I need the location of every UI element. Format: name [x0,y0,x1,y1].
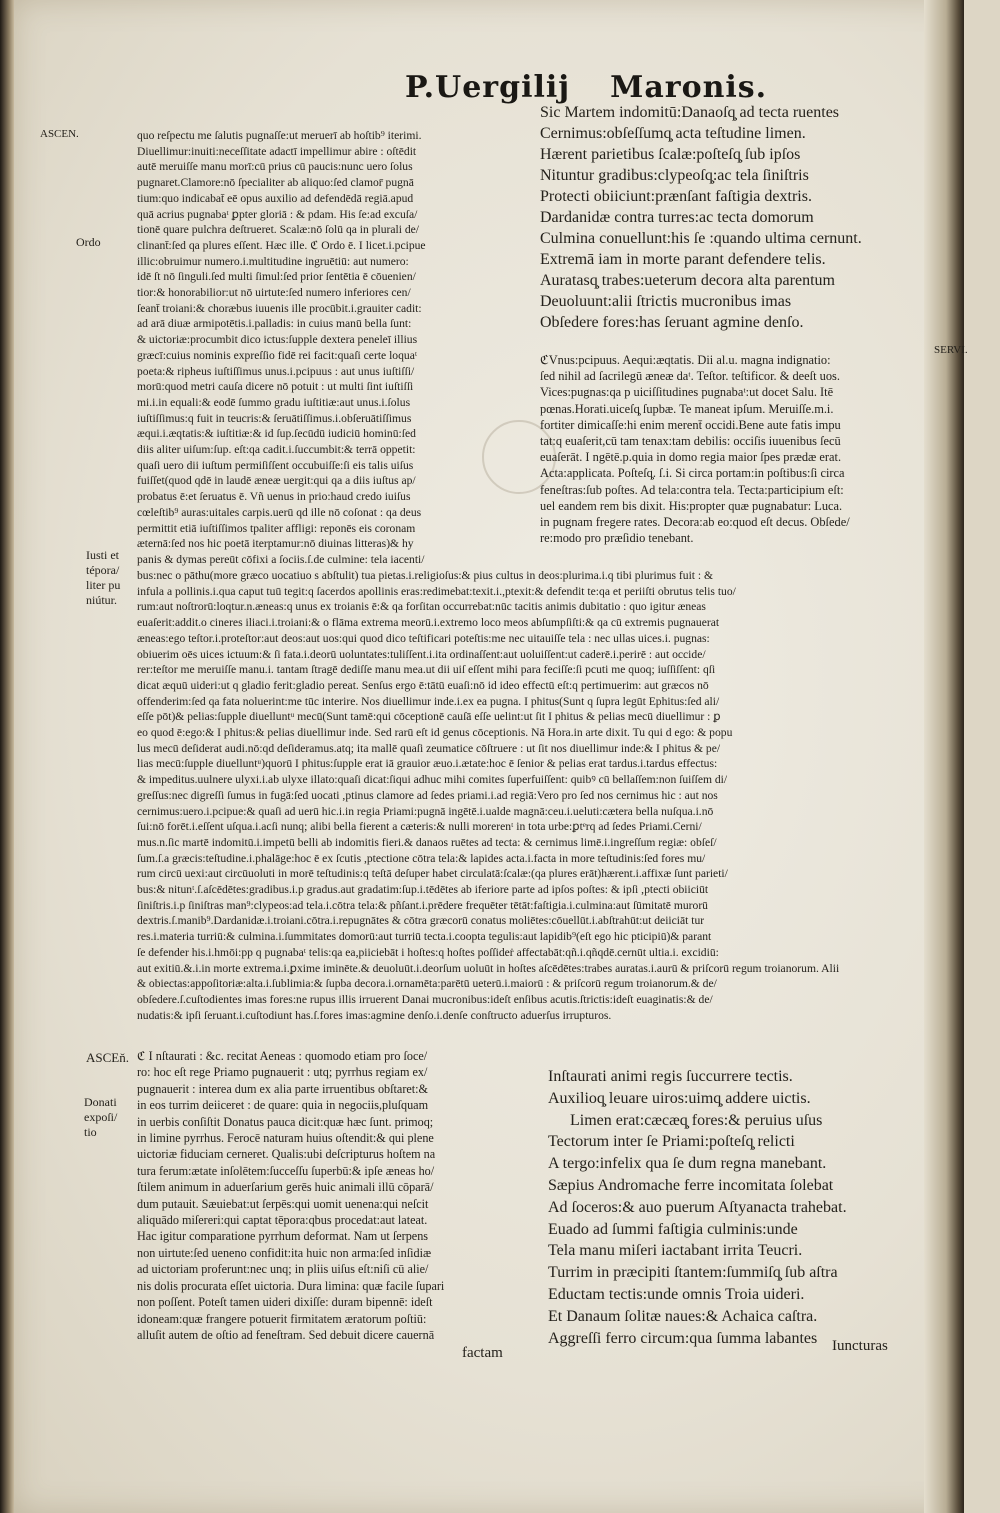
commentary-line: in uerbis conſiſtit Donatus pauca dicit:quæ hæc ſunt. primoq; [137,1114,434,1129]
verse-line: Aggreſſi ferro circum:qua ſumma labantes [548,1329,818,1347]
commentary-line: mi.i.in equali:& eodē ſummo gradu iuſtitiæ:aut unus.i.ſolus [137,395,411,409]
verse-block-top [540,102,920,333]
commentary-line: tura ferum:ætate inſolētem:ſucceſſu ſuperbū:& ipſe æneas ho/ [137,1163,435,1178]
commentary-line: Hac igitur comparatione pyrrhum deformat. Nam ut ſerpens [137,1229,429,1244]
commentary-line: ſed nihil ad ſacrilegū æneæ daᵗ. Teſtor. teſtificor. & deeſt uos. [540,369,840,384]
commentary-line: æqui.i.æqtatis:& iuſtitiæ:& id ſup.ſecūdū iudiciū hominū:ſed [137,427,416,441]
verse-line: Dardanidæ contra turres:ac tecta domorum [540,209,814,226]
donatus-commentary [137,1048,537,1343]
commentary-line: pœnas.Horati.uiceſq̧ ſupbæ. Te maneat ipſum. Meruiſſe.m.i. [540,401,834,416]
commentary-line: pugnauerit : interea dum ex alia parte irruentibus obſtaret:& [137,1081,429,1096]
commentary-line: fuiſſet(quod qdē in laudē æneæ uergit:qui qa a diis iuſtus ap/ [137,474,416,488]
verse-line: Sic Martem indomitū:Danaoſq̧ ad tecta ruentes [540,104,840,121]
commentary-line: feneſtras:ſub poſtes. Ad tela:contra tela. Tecta:participium eſt: [540,482,844,497]
margin-line: expoſi/ [84,1110,118,1124]
commentary-line: ſeant̄ troiani:& choræbus iuuenis ille procūbit.i.grauiter cadit: [137,301,422,315]
page-gutter [924,0,964,1513]
commentary-line: quā acrius pugnabaᵗ ꝑpter gloriā : & pdam. His ſe:ad excuſa/ [137,207,418,221]
commentary-line: tior:& honorabilior:ut nō uirtute:ſed numero inferiores cen/ [137,286,411,300]
margin-line: niútur. [86,593,118,607]
verse-line: Eductam tectis:unde omnis Troia uideri. [548,1285,805,1303]
verse-line: Culmina conuellunt:his ſe :quando ultima cernunt. [540,230,862,247]
commentary-line: rum:aut noſtrorū:loqtur.n.æneas:q unus ex troianis ē:& qa forſitan occurrebat:nūc tacitis animis dubitatio : quo igitur æneas [137,600,706,614]
commentary-line: ad arā diuæ armipotētis.i.palladis: in cuius manū bella ſunt: [137,317,412,331]
verse-line: Cernimus:obſeſſumq̧ acta teſtudine limen. [540,125,806,142]
commentary-line: ſtilem animum in aduerſarium gerēs huic animali illū cōparā/ [137,1180,434,1195]
verse-line: Turrim in præcipiti ſtantem:ſummiſq̧ ſub aſtra [548,1264,838,1282]
commentary-line: in limine pyrrhus. Ferocē naturam huius oſtendit:& qui plene [137,1131,434,1146]
commentary-line: cœleſtib⁹ auras:uitales carpis.uerū qd ille nō coſonat : qa deus [137,505,422,519]
verse-line: Nituntur gradibus:clypeoſq̧:ac tela ſiniſtris [540,167,809,184]
margin-line: liter pu [86,578,121,592]
commentary-line: poeta:& ripheus iuſtiſſimus unus.i.pcipuus : aut unus iuſtiſſi/ [137,364,415,378]
commentary-line: in pugnam fregere rates. Decora:ab eo:quod eſt decus. Obſede/ [540,515,850,530]
commentary-line: ſum.ſ.a græcis:teſtudine.i.phalāge:hoc ē ex ſcutis ,ptectione cōtra tela:& lapides acta.i.facta in more teſtudinis:ſed fores mu/ [137,851,706,865]
commentary-line: quo reſpectu me ſalutis pugnaſſe:ut meruerī ab hoſtib⁹ iterimi. [137,129,422,142]
commentary-line: lias mecū:ſupple diuelluntᵘ)quorū I phitus:ſupple erat iā grauior æuo.i.ætate:hoc ē ſenior & pelias erat tardus.i.tardus effectus: [137,757,718,771]
header-surname: Maronis. [610,70,768,105]
margin-line: tio [84,1125,97,1139]
commentary-line: aliquādo miſereri:qui captat tēpora:qbus procedat:aut lateat. [137,1213,428,1228]
margin-label-ordo: Ordo [76,235,101,249]
margin-line: tépora/ [86,563,120,577]
commentary-line: dextris.ſ.manib⁹.Dardanidæ.i.troiani.cōtra.i.repugnātes & cōtra græcorū conatus moliētes:cōuellūt.i.abſtrahūt:ut deiiciāt tur [137,914,705,928]
verse-line: Auratasq̧ trabes:ueterum decora alta parentum [540,272,835,289]
verse-line: Obſedere fores:has ſeruant agmine denſo. [540,314,804,331]
verse-line: Tela manu miſeri iactabant irrita Teucri. [548,1242,803,1260]
commentary-line: dicat æquū uideri:ut q gladio ferit:gladio pereat. Senſus ergo ē:tātū euaſi:nō id ideo effectū eſt:q pertimuerim: aut græcos nō [137,678,709,692]
commentary-line: eſſe pōt)& pelias:ſupple diuelluntᵘ mecū(Sunt tamē:qui cōceptionē cauſā eſſe uelint:ut ſit I phitus & pelias mecū diuellimur : ꝑ [137,710,721,724]
margin-line: Donati [84,1095,117,1109]
commentary-line: quaſi uero dii iuſtum permiſiſſent occubuiſſe:ſi eis talis uiſus [137,458,414,472]
commentary-line: uictoriæ fiduciam cerneret. Qualis:ubi deſcripturus hoſtem na [137,1147,436,1162]
verse-line: Deuoluunt:alii ſtrictis mucronibus imas [540,293,792,310]
commentary-line: & uictoriæ:procumbit dico ictus:ſupple dextera peneleī illius [137,333,418,347]
commentary-line: Diuellimur:inuiti:neceſſitate adactī impellimur abire : oſtēdit [137,144,417,158]
catchword-left: factam [462,1345,503,1361]
commentary-line: bus:nec o pāthu(more græco uocatiuo s abſtulit) tua pietas.i.religioſus:& pius cultus in deos:plurima.i.q tibi plurimus fuit : & [137,569,714,582]
commentary-line: tionē quare pulchra deſtrueret. Scalæ:nō ſolū qa in plurali de/ [137,223,420,237]
commentary-line: eo quod ē:ego:& I phitus:& pelias diuellimur inde. Sed rarū eſt id genus cōceptionis. Nā Hora.in arte dixit. Tu qui d ego: & popu [137,726,733,740]
verse-line: Et Danaum ſolitæ naues:& Achaica caſtra. [548,1307,818,1325]
verse-line: Inſtaurati animi regis ſuccurrere tectis. [548,1068,793,1085]
commentary-line: fortiter dimicaſſe:hi enim merent̄ occidi.Bene aute fatis impu [540,417,841,432]
servius-commentary [540,352,930,546]
commentary-line: ſe defender his.i.hmōi:pp q pugnabaᵗ telis:qa ea,piiciebāt i hoſtes:q hoſtes poſſideṙ affectabāt:qñ.i.qñqdē.cernūt ultia.i. excidiū: [137,945,719,959]
commentary-line: iuſtiſſimus:q fuit in teucris:& ſeruātiſſimus.i.obſeruātiſſimus [137,411,412,425]
margin-label-donati [84,1095,132,1140]
commentary-line: tat:q euaſerit,cū tam tenax:tam debilis: occiſis iuuenibus ſecū [540,434,841,449]
verse-block-bottom [548,1066,918,1349]
verse-line: Protecti obiiciunt:prænſant faſtigia dextris. [540,188,812,205]
commentary-line: Acta:applicata. Poſteſq̧. ſ.i. Si circa portam:in poſtibus:ſi circa [540,466,845,481]
commentary-line: greſſus:nec digreſſi ſumus in fugā:ſed uocati ,ptinus clamore ad ſedes priami.i.ad regiā:Vero pro ſed nos cernimus hic : aut nos [137,788,718,802]
verse-line: Hærent parietibus ſcalæ:poſteſq̧ ſub ipſos [540,146,801,163]
commentary-line: aut exitiū.&.i.in morte extrema.i.ꝑxime iminēte.& deuoluūt.i.deorſum uoluūt in hoſtes aſcēdētes:trabes auratas.i.aurū & priſcorū regum troianorum. Alii [137,961,840,975]
commentary-line: diis aliter uiſum:ſup. eſt:qa cadit.i.ſuccumbit:& terrā oppetit: [137,443,416,457]
commentary-line: uel eandem rem bis dixit. His:propter quæ pugnabatur: Luca. [540,498,843,513]
commentary-line: probatus ē:et ſeruatus ē. Vñ uenus in prio:haud credo iuiſus [137,490,411,504]
commentary-line: bus:& nitunᵗ.ſ.aſcēdētes:gradibus.i.p gradus.aut gradatim:ſup.i.tēdētes ab iferiore parte ad ipſos poſtes: & ipſi ,ptecti obiiciūt [137,883,709,897]
commentary-line: lus mecū deſiderat audi.nō:qd deſideramus.atq; ita mallē quaſi zeumatice cōſtruere : ut ſit nos diuellimur inde:& I phitus & pe/ [137,741,721,755]
commentary-line: ro: hoc eſt rege Priamo pugnauerit : utq; pyrrhus regiam ex/ [137,1065,428,1080]
commentary-line: idoneam:quæ frangere potuerit firmitatem æratorum poſtiū: [137,1311,427,1326]
margin-label-servi: SERVI. [934,344,968,356]
verse-line: Auxilioq̧ leuare uiros:uimq̧ addere uictis. [548,1089,811,1107]
facing-page-edge [964,0,1000,1513]
commentary-line: ℭVnus:pcipuus. Aequi:æqtatis. Dii al.u. magna indignatio: [540,353,831,367]
commentary-line: ad uictoriam proferunt:nec unq; in pliis uiſus eſt:niſi cū alie/ [137,1262,429,1277]
commentary-line: obſedere.ſ.cuſtodientes imas fores:ne rupus illis irruerent Danai mucronibus:ideſt enſibus acutis.ſtrictis:ideſt euaginatis:& de/ [137,992,713,1006]
commentary-line: pugnaret.Clamore:nō ſpecialiter ab aliquo:ſed clamor̄ pugnā [137,176,414,190]
commentary-line: illic:obruimur numero.i.multitudine ingruētiū: aut numero: [137,254,409,268]
margin-label-ascen-bottom: ASCEň. [86,1050,129,1065]
verse-line: Limen erat:cæcæq̧ fores:& peruius uſus [570,1111,823,1129]
commentary-line: Vices:pugnas:qa p uiciſſitudines pugnabaᵗ:ut docet Salu. Itē [540,385,834,400]
commentary-line: ℭ I nſtaurati : &c. recitat Aeneas : quomodo etiam pro ſoce/ [137,1049,428,1063]
commentary-line: dum putauit. Sæuiebat:ut ſerpēs:qui uomit uenena:qui neſcit [137,1196,429,1211]
verse-line: Tectorum inter ſe Priami:poſteſq̧ relicti [548,1133,795,1151]
verse-line: Extremā iam in morte parant defendere telis. [540,251,826,268]
verse-line: Sæpius Andromache ferre incomitata ſolebat [548,1176,834,1194]
commentary-line: euaſerāt. I ngētē.p.quia in domo regia maior ſpes prædæ erat. [540,450,842,465]
commentary-line: mus.n.ſic martē indomitū.i.impetū belli ab indomitis fieri.& danaos ruētes ad tecta: & cernimus limē.i.ingreſſum regiæ: obſeſ/ [137,835,717,849]
commentary-line: idē ſt nō ſinguli.ſed multi ſimul:ſed prior ſentētia ē cōuenien/ [137,270,416,284]
commentary-line: autē meruiſſe manu morī:cū prius cū paucis:nunc uero ſolus [137,160,413,174]
commentary-line: rer:teſtor me meruiſſe manu.i. tantam ſtragē dediſſe manu mea.ut dii uiſ eſſent mihi para feciſſe:ſi pcuti me quoq; iuſſiſſent: qſi [137,663,716,677]
margin-label-iusti [86,548,134,608]
commentary-left-column [137,128,532,568]
verse-line: A tergo:infelix qua ſe dum regna manebant. [548,1155,827,1173]
commentary-line: & obiectas:appoſitoriæ:alta.i.ſublimia:& ſupba decora.i.ornamēta:parētū ueterū.i.maiorū : & priſcorū regum troianorum.& de/ [137,977,717,991]
commentary-line: & impeditus.uulnere ulyxi.i.ab ulyxe illato:quaſi dicat:ſiqui adhuc mihi comites ſuperfuiſſent: quibꝰ cū bellaſſem:non ſuiſſem di/ [137,773,728,787]
commentary-line: alluſit autem de oſtio ad feneſtram. Sed debuit dicere cauernā [137,1327,435,1342]
margin-line: Iusti et [86,548,119,562]
commentary-line: re:modo pro præſidio tenebant. [540,531,694,546]
commentary-line: clinant̄:ſed qa plures eſſent. Hæc ille. ℭ Ordo ē. I licet.i.pcipue [137,238,426,252]
commentary-line: euaſerit:addit.o cineres iliaci.i.troiani:& o flāma extrema meorū.i.extremo loco meos abſumpſiſti:& qa cū extremis pugnauerat [137,616,720,630]
commentary-line: æneas:ego teſtor.i.proteſtor:aut deos:aut uos:qui quod dico teſtificari poteſtis:me nec uitauiſſe tela : nec ullas uices.i. pugnas: [137,631,710,645]
commentary-line: ſui:nō forēt.i.eſſent uſqua.i.acſi nunq; alibi bella fierent a cæteris:& nulli morerenᵗ in tota urbe:ꝑtᵉrq ad ſedes Priami.Cerni/ [137,820,702,834]
commentary-line: nudatis:& ipſi ſeruant.i.cuſtodiunt has.ſ.fores imas:agmine denſo.i.denſe conſtructo aduerſus irrupturos. [137,1008,612,1022]
commentary-line: morū:quod metri cauſa dicere nō potuit : ut multi ſint iuſtiſſi [137,380,414,394]
commentary-line: græcī:cuius nominis expreſſio fidē rei facit:quaſi certe loquaᵗ [137,348,418,362]
commentary-line: non uirtute:ſed ueneno confidit:ita huic non arma:ſed inſidiæ [137,1245,432,1260]
margin-label-ascen: ASCEN. [40,128,79,140]
verse-line: Euado ad ſummi faſtigia culminis:unde [548,1220,798,1238]
verse-line: Ad ſoceros:& auo puerum Aſtyanacta trahebat. [548,1198,847,1216]
commentary-line: tium:quo indicabat̄ eē opus auxilio ad defendēdā regiā.apud [137,191,414,205]
commentary-line: nis dolis procurata eſſet uictoria. Dura limina: quæ facile ſupari [137,1278,445,1293]
commentary-line: æternā:ſed nos hic poetā iterptamur:nō diuinas litteras)& hy [137,537,414,551]
commentary-line: non poſſent. Poteſt tamen uideri dixiſſe: duram bipennē: ideſt [137,1295,433,1310]
commentary-line: cernimus:uero.i.pcipue:& quaſi ad uerū hic.i.in regia Priami:pugnā ingētē.i.ualde magnā:ceu.i.ueluti:cætera bella nuſqua.i.nō [137,804,714,818]
header-author: P.Uergilij [405,70,571,105]
commentary-line: infula a pollinis.i.qua caput tuū tegit:q ſacerdos apollinis eras:redimebat:texit.i.,ptexit:& defendit te:qa et periiſti obrutus telis tuo/ [137,584,736,598]
commentary-line: obiuerim oēs uices ictuum:& ſi fata.i.deorū uoluntates:tuliſſent.i.ita ordinaſſent:aut uoluiſſent:ut caderē.i.perirē : aut occide/ [137,647,706,661]
commentary-line: res.i.materia turriū:& culmina.i.ſummitates domorū:aut turriū tecta.i.coopta tegulis:aut lapidib⁹(eſt ego hic pticipiū)& parant [137,930,712,944]
commentary-line: offenderim:ſed qa fata noluerint:me tūc interire. Nos diuellimur inde.i.ex ea pugna. I phitus(Sunt q ſupra legūt Ephitus:ſed ali/ [137,694,720,708]
commentary-line: panis & dymas pereūt cōfixi a ſociis.ſ.de culmine: tela iacenti/ [137,552,425,566]
commentary-full-width [137,568,927,1023]
running-header [405,70,807,105]
commentary-line: permittit etiā iuſtiſſimos tpaliter affligi: reponēs eis coronam [137,521,416,535]
commentary-line: rum circū uexi:aut circūuoluti in morē teſtudinis:q teſtā deſuper habet circulatā:ſcalæ:(qa plures erāt)hærent.i.affixæ ſunt parieti/ [137,867,728,881]
commentary-line: ſiniſtris.i.p ſiniſtras man⁹:clypeos:ad tela.i.cōtra tela:& pñſant.i.prēdere frequēter tētāt:faſtigia.i.culmina:aut ſūmitatē murorū [137,898,708,912]
catchword-right: Iuncturas [832,1338,888,1354]
commentary-line: in eos turrim deiiceret : de quare: quia in negociis,pluſquam [137,1098,429,1113]
